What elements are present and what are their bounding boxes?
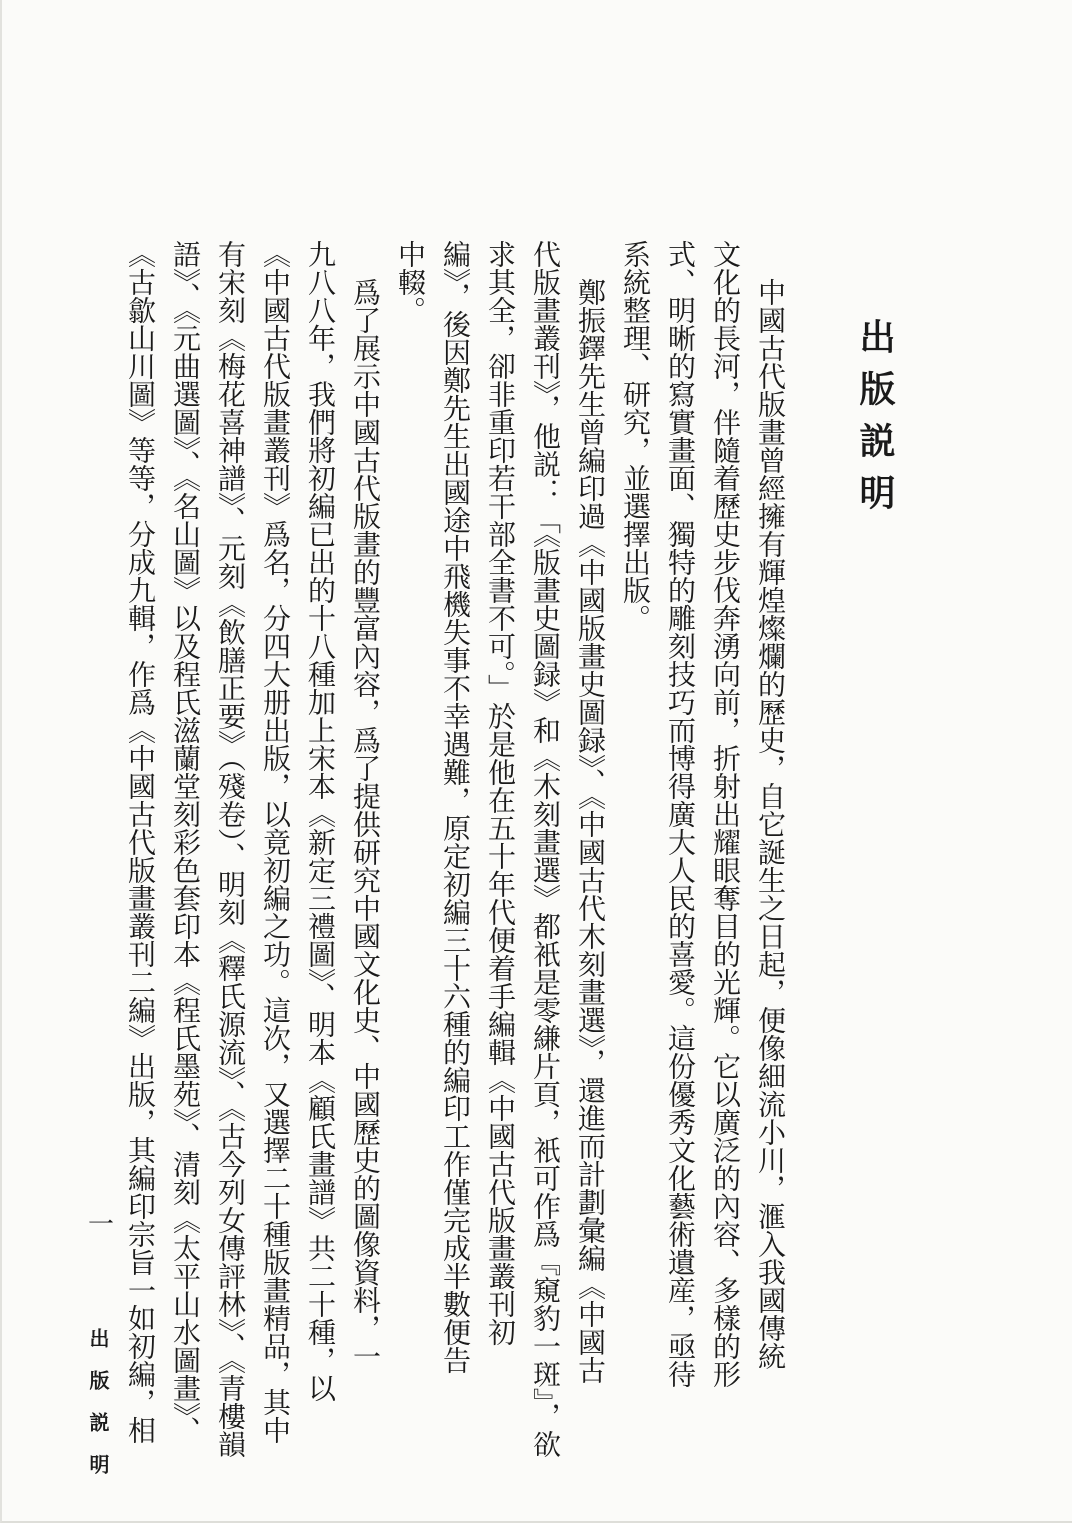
text-column: 語》、《元曲選圖》、《名山圖》以及程氏滋蘭堂刻彩色套印本《程氏墨苑》、清刻《太平山水圖畫》、 <box>169 240 202 1444</box>
text-column: 鄭振鐸先生曾編印過《中國版畫史圖録》、《中國古代木刻畫選》，還進而計劃彙編《中國古 <box>574 278 607 1384</box>
text-column: 代版畫叢刊》，他説：「《版畫史圖録》和《木刻畫選》都衹是零縑片頁，衹可作爲『窺豹一斑』，欲 <box>529 240 562 1458</box>
text-column: 《中國古代版畫叢刊》爲名，分四大册出版，以竟初編之功。這次，又選擇二十種版畫精品，其中 <box>259 240 292 1444</box>
text-column: 中輟。 <box>394 240 427 324</box>
text-column: 編》，後因鄭先生出國途中飛機失事不幸遇難，原定初編三十六種的編印工作僅完成半數便告 <box>439 240 472 1374</box>
text-column: 文化的長河，伴隨着歷史步伐奔湧向前，折射出耀眼奪目的光輝。它以廣泛的內容、多樣的形 <box>709 240 742 1388</box>
text-column: 求其全，卻非重印若干部全書不可。」於是他在五十年代便着手編輯《中國古代版畫叢刊初 <box>484 240 517 1346</box>
running-title: 出版説明 <box>86 1328 110 1496</box>
text-column: 式、明晰的寫實畫面、獨特的雕刻技巧而博得廣大人民的喜愛。這份優秀文化藝術遺産，亟待 <box>664 240 697 1388</box>
page-number: 一 <box>88 1210 115 1240</box>
text-column: 有宋刻《梅花喜神譜》、元刻《飲膳正要》（殘卷）、明刻《釋氏源流》、《古今列女傳評林》、《青樓韻 <box>214 240 247 1458</box>
text-column: 爲了展示中國古代版畫的豐富內容，爲了提供研究中國文化史、中國歷史的圖像資料，一 <box>349 278 382 1370</box>
text-column: 中國古代版畫曾經擁有輝煌燦爛的歷史，自它誕生之日起，便像細流小川，滙入我國傳統 <box>754 278 787 1370</box>
page-title: 出版説明 <box>854 318 896 526</box>
text-column: 系統整理、研究，並選擇出版。 <box>619 240 652 632</box>
text-column: 《古歙山川圖》等等，分成九輯，作爲《中國古代版畫叢刊二編》出版，其編印宗旨一如初編，相 <box>124 240 157 1444</box>
text-column: 九八八年，我們將初編已出的十八種加上宋本《新定三禮圖》、明本《顧氏畫譜》共二十種，以 <box>304 240 337 1402</box>
